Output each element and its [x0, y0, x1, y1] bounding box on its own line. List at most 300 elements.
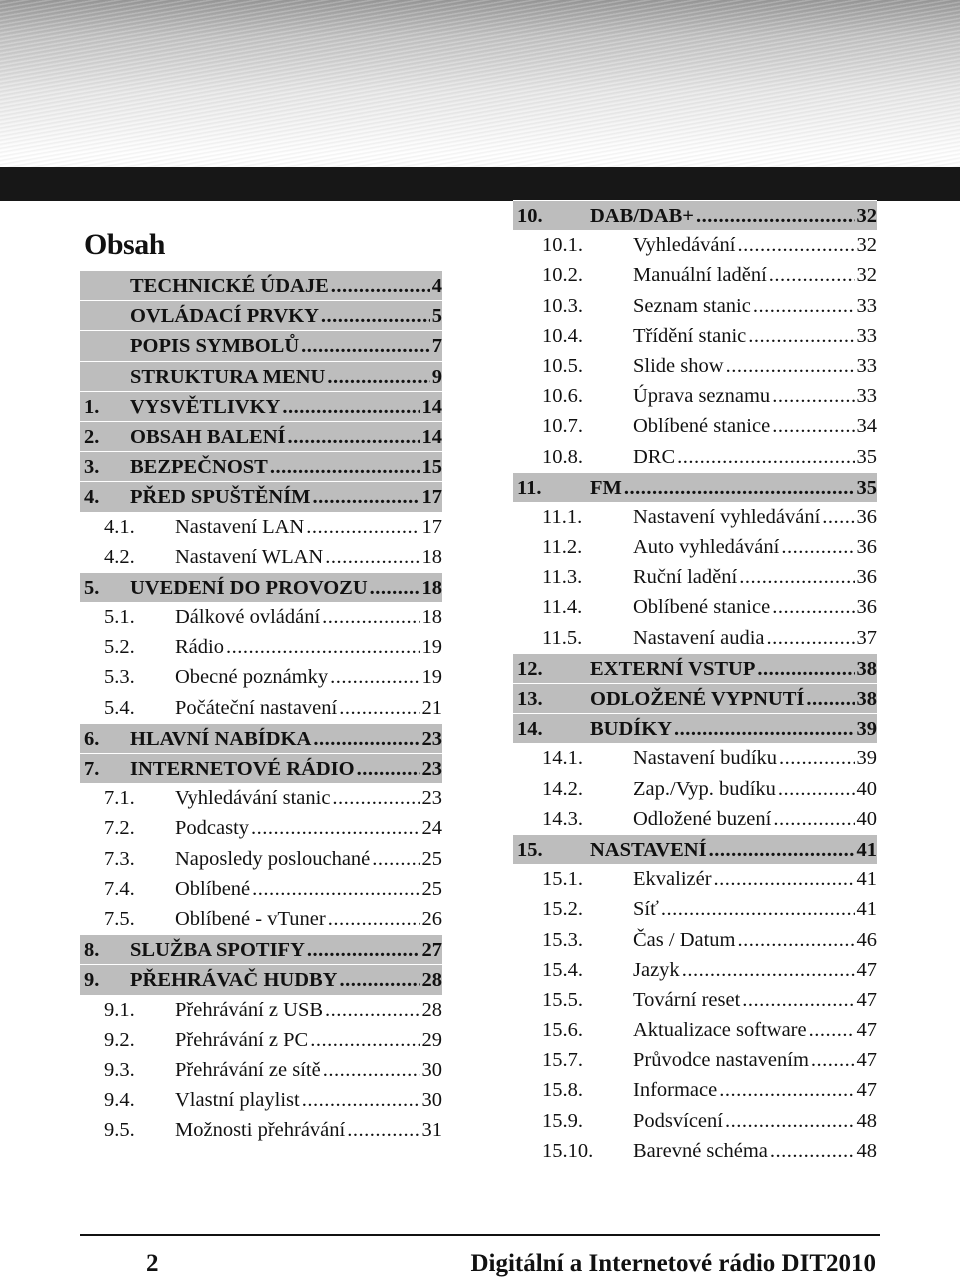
page-title: Obsah [84, 228, 165, 261]
toc-entry-number: 3. [84, 456, 100, 479]
toc-entry-label: Ruční ladění [633, 566, 738, 589]
toc-dot-leader [313, 724, 419, 753]
toc-entry-label: Počáteční nastavení [175, 696, 338, 719]
toc-entry-page: 33 [856, 354, 877, 377]
toc-entry-number: 15.7. [542, 1049, 583, 1072]
toc-entry-page: 14 [421, 425, 442, 448]
toc-entry-number: 10.3. [542, 294, 583, 317]
toc-section-entry[interactable] [80, 874, 442, 904]
toc-entry-label: Odložené buzení [633, 807, 772, 830]
toc-section-entry[interactable] [513, 351, 877, 381]
toc-entry-label: Podsvícení [633, 1109, 723, 1132]
toc-chapter-entry[interactable] [80, 330, 442, 360]
toc-chapter-entry[interactable] [80, 270, 442, 300]
toc-dot-leader [370, 573, 420, 602]
toc-dot-leader [811, 1045, 855, 1075]
toc-entry-number: 10. [517, 205, 543, 227]
toc-dot-leader [772, 381, 854, 411]
toc-entry-label: Auto vyhledávání [633, 536, 780, 559]
toc-entry-page: 36 [856, 596, 877, 619]
toc-dot-leader [302, 1085, 420, 1115]
toc-entry-number: 14. [517, 718, 543, 741]
toc-entry-number: 4. [84, 486, 100, 509]
toc-entry-number: 14.1. [542, 747, 583, 770]
toc-entry-page: 28 [421, 998, 442, 1021]
toc-entry-label: OVLÁDACÍ PRVKY [130, 305, 319, 328]
toc-chapter-entry[interactable] [80, 481, 442, 511]
toc-entry-label: Nastavení audia [633, 626, 765, 649]
toc-right-column [513, 200, 877, 1166]
toc-dot-leader [322, 602, 419, 632]
toc-dot-leader [779, 743, 854, 773]
toc-entry-page: 36 [856, 536, 877, 559]
toc-entry-label: Oblíbené stanice [633, 596, 771, 619]
toc-entry-number: 6. [84, 727, 100, 750]
toc-entry-page: 35 [856, 445, 877, 468]
toc-dot-leader [737, 230, 854, 260]
toc-section-entry[interactable] [513, 442, 877, 472]
toc-dot-leader [331, 271, 430, 300]
toc-section-entry[interactable] [513, 774, 877, 804]
toc-section-entry[interactable] [513, 260, 877, 290]
toc-section-entry[interactable] [513, 502, 877, 532]
toc-entry-number: 7.3. [104, 847, 135, 870]
toc-chapter-entry[interactable] [80, 300, 442, 330]
toc-entry-label: VYSVĚTLIVKY [130, 395, 281, 418]
toc-entry-page: 47 [856, 1079, 877, 1102]
toc-entry-page: 41 [856, 868, 877, 891]
toc-section-entry[interactable] [513, 925, 877, 955]
toc-entry-number: 12. [517, 657, 543, 680]
toc-dot-leader [769, 260, 855, 290]
toc-dot-leader [719, 1075, 854, 1105]
toc-entry-label: NASTAVENÍ [590, 838, 707, 861]
toc-dot-leader [313, 482, 420, 511]
toc-entry-page: 17 [421, 515, 442, 538]
toc-section-entry[interactable] [513, 291, 877, 321]
toc-entry-label: Přehrávání ze sítě [175, 1058, 321, 1081]
toc-entry-page: 27 [421, 939, 442, 962]
toc-entry-page: 4 [431, 275, 442, 297]
toc-entry-label: Naposledy poslouchané [175, 847, 371, 870]
toc-entry-label: Manuální ladění [633, 264, 767, 287]
toc-entry-number: 15. [517, 838, 543, 861]
toc-entry-number: 7.2. [104, 817, 135, 840]
toc-dot-leader [806, 684, 854, 713]
toc-chapter-entry[interactable] [80, 964, 442, 994]
toc-dot-leader [682, 955, 855, 985]
toc-section-entry[interactable] [513, 1106, 877, 1136]
toc-entry-page: 32 [856, 264, 877, 287]
toc-dot-leader [674, 714, 854, 743]
toc-dot-leader [822, 502, 854, 532]
header-banner [0, 0, 960, 167]
toc-entry-label: Nastavení WLAN [175, 545, 324, 568]
toc-section-entry[interactable] [513, 623, 877, 653]
toc-chapter-entry[interactable] [80, 451, 442, 481]
toc-entry-page: 36 [856, 566, 877, 589]
toc-entry-number: 5.2. [104, 636, 135, 659]
toc-entry-label: BEZPEČNOST [130, 456, 268, 479]
toc-dot-leader [328, 904, 420, 934]
toc-entry-label: BUDÍKY [590, 718, 673, 741]
toc-dot-leader [251, 813, 419, 843]
toc-entry-label: Průvodce nastavením [633, 1049, 809, 1072]
toc-entry-number: 7.4. [104, 877, 135, 900]
toc-dot-leader [339, 965, 419, 994]
toc-chapter-entry[interactable] [513, 834, 877, 864]
toc-section-entry[interactable] [80, 1025, 442, 1055]
toc-entry-label: Seznam stanic [633, 294, 751, 317]
toc-entry-label: Dálkové ovládání [175, 606, 321, 629]
toc-dot-leader [677, 442, 854, 472]
toc-entry-number: 5.3. [104, 666, 135, 689]
toc-chapter-entry[interactable] [513, 200, 877, 230]
toc-entry-label: Ekvalizér [633, 868, 712, 891]
toc-entry-page: 38 [856, 657, 877, 680]
toc-entry-label: DAB/DAB+ [590, 205, 694, 227]
toc-chapter-entry[interactable] [80, 361, 442, 391]
toc-entry-label: INTERNETOVÉ RÁDIO [130, 758, 355, 780]
toc-dot-leader [226, 632, 420, 662]
toc-entry-page: 23 [421, 787, 442, 810]
toc-entry-page: 5 [431, 305, 442, 328]
toc-dot-leader [325, 542, 419, 572]
toc-entry-number: 7.1. [104, 787, 135, 810]
toc-entry-number: 10.7. [542, 415, 583, 438]
toc-section-entry[interactable] [513, 532, 877, 562]
toc-entry-number: 9.3. [104, 1058, 135, 1081]
toc-entry-page: 36 [856, 505, 877, 528]
toc-entry-page: 32 [856, 205, 877, 227]
toc-entry-page: 34 [856, 415, 877, 438]
toc-chapter-entry[interactable] [80, 753, 442, 783]
toc-chapter-entry[interactable] [513, 653, 877, 683]
document-title: Digitální a Internetové rádio DIT2010 [470, 1250, 876, 1277]
toc-dot-leader [323, 1055, 420, 1085]
page-number: 2 [146, 1250, 159, 1277]
toc-entry-number: 15.1. [542, 868, 583, 891]
toc-entry-page: 23 [421, 727, 442, 750]
toc-entry-label: Informace [633, 1079, 718, 1102]
toc-entry-number: 10.5. [542, 354, 583, 377]
toc-section-entry[interactable] [513, 321, 877, 351]
toc-section-entry[interactable] [80, 783, 442, 813]
toc-section-entry[interactable] [513, 743, 877, 773]
toc-entry-page: 25 [421, 847, 442, 870]
toc-entry-label: UVEDENÍ DO PROVOZU [130, 576, 368, 599]
toc-entry-page: 18 [421, 545, 442, 568]
toc-section-entry[interactable] [80, 813, 442, 843]
toc-entry-number: 10.6. [542, 385, 583, 408]
toc-entry-number: 11. [517, 476, 542, 499]
toc-entry-number: 15.6. [542, 1019, 583, 1042]
toc-dot-leader [753, 291, 855, 321]
toc-entry-page: 15 [421, 456, 442, 479]
toc-entry-page: 39 [856, 747, 877, 770]
toc-chapter-entry[interactable] [80, 391, 442, 421]
toc-entry-page: 47 [856, 1049, 877, 1072]
toc-entry-page: 40 [856, 807, 877, 830]
toc-entry-page: 41 [856, 838, 877, 861]
toc-section-entry[interactable] [513, 562, 877, 592]
toc-entry-page: 24 [421, 817, 442, 840]
toc-section-entry[interactable] [80, 693, 442, 723]
toc-section-entry[interactable] [513, 804, 877, 834]
toc-entry-label: Nastavení vyhledávání [633, 505, 821, 528]
toc-entry-page: 35 [856, 476, 877, 499]
toc-entry-number: 15.4. [542, 958, 583, 981]
toc-entry-number: 11.2. [542, 536, 583, 559]
toc-entry-label: Třídění stanic [633, 324, 747, 347]
toc-chapter-entry[interactable] [80, 572, 442, 602]
toc-entry-label: Oblíbené stanice [633, 415, 771, 438]
toc-entry-page: 38 [856, 688, 877, 710]
toc-entry-page: 47 [856, 958, 877, 981]
toc-dot-leader [742, 985, 854, 1015]
toc-entry-page: 18 [421, 576, 442, 599]
toc-entry-page: 29 [421, 1028, 442, 1051]
toc-entry-page: 39 [856, 718, 877, 741]
toc-entry-number: 11.5. [542, 626, 583, 649]
toc-dot-leader [339, 693, 419, 723]
toc-entry-label: Vyhledávání stanic [175, 787, 331, 810]
toc-entry-number: 5.1. [104, 606, 135, 629]
toc-section-entry[interactable] [80, 995, 442, 1025]
toc-section-entry[interactable] [80, 1055, 442, 1085]
toc-entry-page: 19 [421, 636, 442, 659]
toc-entry-number: 15.9. [542, 1109, 583, 1132]
toc-chapter-entry[interactable] [513, 713, 877, 743]
toc-dot-leader [661, 894, 855, 924]
toc-section-entry[interactable] [513, 411, 877, 441]
toc-entry-label: SLUŽBA SPOTIFY [130, 939, 305, 962]
toc-section-entry[interactable] [80, 602, 442, 632]
toc-entry-page: 48 [856, 1139, 877, 1162]
toc-entry-label: Aktualizace software [633, 1019, 807, 1042]
toc-dot-leader [767, 623, 855, 653]
toc-left-column [80, 270, 442, 1145]
toc-dot-leader [325, 995, 419, 1025]
toc-entry-page: 21 [421, 696, 442, 719]
footer-divider [80, 1234, 880, 1236]
toc-entry-number: 15.2. [542, 898, 583, 921]
toc-dot-leader [781, 532, 854, 562]
toc-chapter-entry[interactable] [80, 934, 442, 964]
toc-chapter-entry[interactable] [80, 723, 442, 753]
toc-entry-number: 1. [84, 395, 100, 418]
toc-dot-leader [773, 804, 854, 834]
toc-entry-page: 47 [856, 988, 877, 1011]
toc-entry-page: 32 [856, 234, 877, 257]
toc-section-entry[interactable] [513, 1015, 877, 1045]
toc-section-entry[interactable] [513, 1136, 877, 1166]
toc-dot-leader [772, 411, 854, 441]
toc-entry-number: 10.2. [542, 264, 583, 287]
toc-entry-label: PŘED SPUŠTĚNÍM [130, 486, 311, 509]
toc-entry-page: 33 [856, 294, 877, 317]
toc-section-entry[interactable] [513, 230, 877, 260]
toc-dot-leader [310, 1025, 419, 1055]
toc-section-entry[interactable] [513, 955, 877, 985]
toc-entry-page: 30 [421, 1089, 442, 1112]
toc-entry-number: 9.4. [104, 1089, 135, 1112]
toc-entry-page: 23 [421, 758, 442, 780]
toc-entry-number: 11.3. [542, 566, 583, 589]
toc-dot-leader [725, 1106, 855, 1136]
toc-entry-number: 14.2. [542, 777, 583, 800]
toc-entry-label: Jazyk [633, 958, 680, 981]
toc-entry-label: Možnosti přehrávání [175, 1119, 346, 1142]
toc-entry-number: 5. [84, 576, 100, 599]
toc-chapter-entry[interactable] [513, 683, 877, 713]
toc-section-entry[interactable] [80, 904, 442, 934]
toc-entry-number: 9.2. [104, 1028, 135, 1051]
toc-entry-label: Úprava seznamu [633, 385, 771, 408]
toc-entry-label: Slide show [633, 354, 724, 377]
toc-section-entry[interactable] [513, 1045, 877, 1075]
toc-entry-page: 33 [856, 324, 877, 347]
toc-entry-page: 17 [421, 486, 442, 509]
toc-entry-label: EXTERNÍ VSTUP [590, 657, 756, 680]
toc-dot-leader [282, 392, 419, 421]
toc-dot-leader [778, 774, 855, 804]
toc-entry-page: 30 [421, 1058, 442, 1081]
toc-entry-number: 10.1. [542, 234, 583, 257]
toc-entry-label: Vyhledávání [633, 234, 736, 257]
toc-dot-leader [772, 592, 854, 622]
toc-entry-page: 47 [856, 1019, 877, 1042]
toc-entry-number: 2. [84, 425, 100, 448]
toc-dot-leader [252, 874, 419, 904]
toc-entry-number: 9.5. [104, 1119, 135, 1142]
toc-dot-leader [738, 925, 855, 955]
toc-entry-label: ODLOŽENÉ VYPNUTÍ [590, 688, 805, 710]
toc-chapter-entry[interactable] [80, 421, 442, 451]
toc-entry-number: 15.3. [542, 928, 583, 951]
toc-entry-page: 48 [856, 1109, 877, 1132]
toc-section-entry[interactable] [513, 1075, 877, 1105]
toc-dot-leader [748, 321, 854, 351]
toc-entry-label: Přehrávání z USB [175, 998, 324, 1021]
toc-entry-number: 15.8. [542, 1079, 583, 1102]
toc-section-entry[interactable] [80, 632, 442, 662]
toc-dot-leader [809, 1015, 855, 1045]
toc-entry-number: 11.4. [542, 596, 583, 619]
toc-dot-leader [739, 562, 854, 592]
toc-entry-number: 15.5. [542, 988, 583, 1011]
toc-entry-label: Zap./Vyp. budíku [633, 777, 776, 800]
toc-dot-leader [330, 662, 419, 692]
toc-entry-number: 7.5. [104, 907, 135, 930]
toc-entry-label: TECHNICKÉ ÚDAJE [130, 275, 329, 297]
toc-entry-number: 8. [84, 939, 100, 962]
header-band [0, 167, 960, 201]
toc-dot-leader [709, 835, 855, 864]
toc-entry-label: FM [590, 476, 622, 499]
toc-entry-label: Oblíbené - vTuner [175, 907, 326, 930]
toc-entry-page: 41 [856, 898, 877, 921]
toc-entry-number: 9.1. [104, 998, 135, 1021]
toc-entry-label: Barevné schéma [633, 1139, 768, 1162]
toc-dot-leader [270, 452, 420, 481]
toc-entry-page: 19 [421, 666, 442, 689]
toc-entry-label: POPIS SYMBOLŮ [130, 335, 300, 358]
toc-entry-page: 40 [856, 777, 877, 800]
toc-entry-label: Podcasty [175, 817, 250, 840]
toc-entry-number: 4.1. [104, 515, 135, 538]
toc-entry-label: Nastavení LAN [175, 515, 305, 538]
toc-entry-label: OBSAH BALENÍ [130, 425, 286, 448]
toc-dot-leader [306, 512, 419, 542]
toc-entry-number: 10.8. [542, 445, 583, 468]
toc-entry-number: 15.10. [542, 1139, 594, 1162]
toc-entry-page: 37 [856, 626, 877, 649]
toc-entry-label: Obecné poznámky [175, 666, 329, 689]
toc-entry-label: Rádio [175, 636, 224, 659]
toc-entry-label: Nastavení budíku [633, 747, 778, 770]
toc-entry-label: Čas / Datum [633, 928, 736, 951]
toc-dot-leader [288, 422, 420, 451]
toc-entry-label: Přehrávání z PC [175, 1028, 309, 1051]
toc-entry-number: 5.4. [104, 696, 135, 719]
toc-entry-page: 33 [856, 385, 877, 408]
toc-dot-leader [301, 331, 430, 360]
toc-entry-label: STRUKTURA MENU [130, 365, 326, 388]
toc-dot-leader [321, 301, 430, 330]
toc-dot-leader [696, 201, 855, 230]
toc-section-entry[interactable] [80, 1115, 442, 1145]
toc-section-entry[interactable] [513, 985, 877, 1015]
toc-dot-leader [714, 864, 855, 894]
toc-entry-page: 26 [421, 907, 442, 930]
toc-section-entry[interactable] [80, 1085, 442, 1115]
toc-section-entry[interactable] [513, 894, 877, 924]
toc-section-entry[interactable] [80, 844, 442, 874]
toc-entry-label: Vlastní playlist [175, 1089, 300, 1112]
toc-entry-page: 31 [421, 1119, 442, 1142]
toc-entry-page: 7 [431, 335, 442, 358]
toc-entry-number: 7. [84, 758, 100, 780]
toc-chapter-entry[interactable] [513, 472, 877, 502]
toc-entry-page: 28 [421, 969, 442, 992]
toc-entry-label: Tovární reset [633, 988, 741, 1011]
toc-section-entry[interactable] [80, 662, 442, 692]
toc-section-entry[interactable] [80, 542, 442, 572]
toc-dot-leader [770, 1136, 855, 1166]
toc-entry-label: HLAVNÍ NABÍDKA [130, 727, 312, 750]
toc-section-entry[interactable] [513, 864, 877, 894]
toc-entry-page: 46 [856, 928, 877, 951]
toc-section-entry[interactable] [513, 592, 877, 622]
toc-section-entry[interactable] [80, 512, 442, 542]
toc-section-entry[interactable] [513, 381, 877, 411]
toc-dot-leader [372, 844, 419, 874]
toc-entry-page: 18 [421, 606, 442, 629]
toc-entry-number: 14.3. [542, 807, 583, 830]
toc-dot-leader [327, 362, 429, 391]
toc-entry-number: 4.2. [104, 545, 135, 568]
toc-dot-leader [357, 754, 420, 783]
toc-entry-number: 10.4. [542, 324, 583, 347]
toc-dot-leader [332, 783, 419, 813]
toc-entry-label: PŘEHRÁVAČ HUDBY [130, 969, 338, 992]
toc-dot-leader [726, 351, 855, 381]
toc-dot-leader [624, 473, 855, 502]
toc-entry-number: 11.1. [542, 505, 583, 528]
toc-dot-leader [347, 1115, 419, 1145]
toc-entry-page: 14 [421, 395, 442, 418]
